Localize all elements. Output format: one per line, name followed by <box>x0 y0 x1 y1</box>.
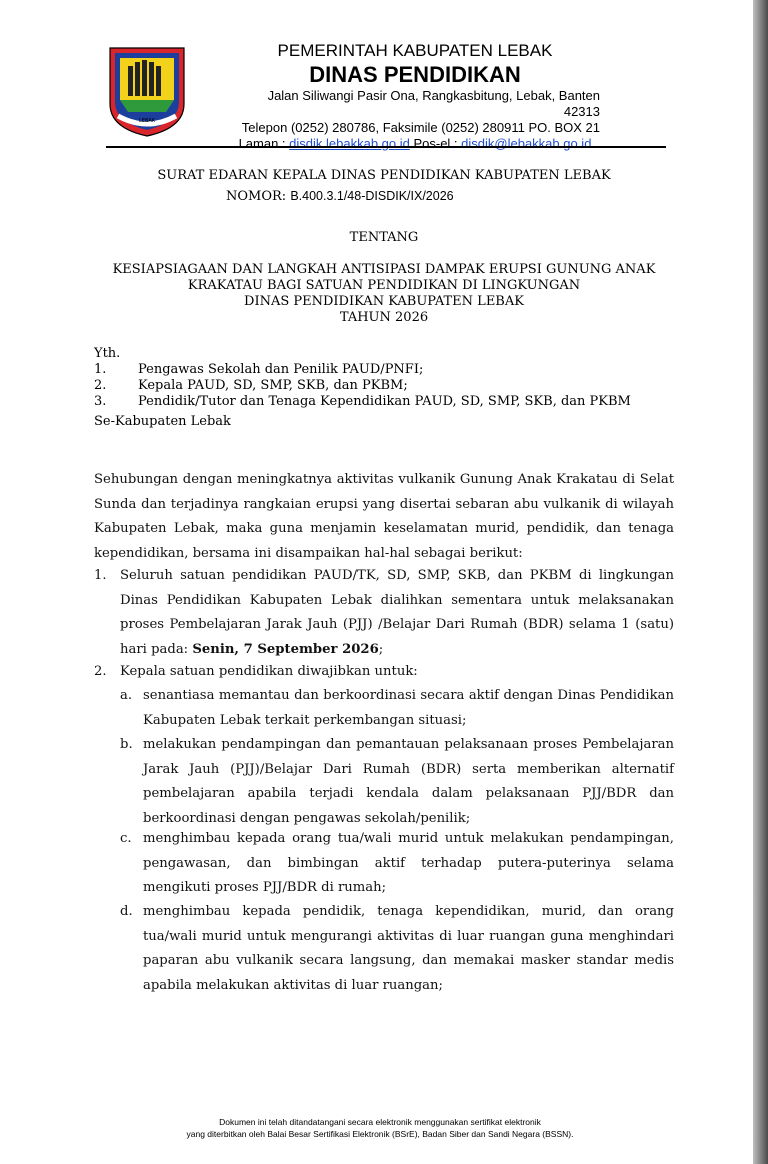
point-2-number: 2. <box>94 664 107 679</box>
point-1-text: Seluruh satuan pendidikan PAUD/TK, SD, SMP, SKB, dan PKBM di lingkungan Dinas Pendidikan Kabupaten Lebak dialihkan sementara untuk melaksanakan proses Pembelajaran Jarak Jauh (PJJ) /Belajar Dari Rumah (BDR) selama 1 (satu) hari pada: <box>120 568 674 657</box>
letterhead-divider <box>106 146 666 148</box>
letterhead-line1: PEMERINTAH KABUPATEN LEBAK <box>277 41 553 60</box>
recipient-item-3: Pendidik/Tutor dan Tenaga Kependidikan PAUD, SD, SMP, SKB, dan PKBM <box>138 394 631 409</box>
signature-footer <box>100 1116 660 1140</box>
recipient-num-3: 3. <box>94 394 107 409</box>
email-link[interactable]: disdik@lebakkab.go.id <box>461 136 592 151</box>
document-title: SURAT EDARAN KEPALA DINAS PENDIDIKAN KABUPATEN LEBAK <box>157 168 611 183</box>
letterhead-line2: DINAS PENDIDIKAN <box>309 62 521 87</box>
sub-c-letter: c. <box>120 831 132 846</box>
sub-d-letter: d. <box>120 904 133 919</box>
document-number <box>226 188 626 205</box>
recipient-num-1: 1. <box>94 362 107 377</box>
sub-b-letter: b. <box>120 737 133 752</box>
laman-label: Laman : <box>238 136 290 151</box>
sub-a-text: senantiasa memantau dan berkoordinasi secara aktif dengan Dinas Pendidikan Kabupaten Lebak terkait perkembangan situasi; <box>143 688 674 728</box>
subject-line4: TAHUN 2026 <box>339 310 429 325</box>
subject-line2: KRAKATAU BAGI SATUAN PENDIDIKAN DI LINGKUNGAN <box>187 278 581 293</box>
letterhead-contact <box>230 136 600 152</box>
recipient-item-1: Pengawas Sekolah dan Penilik PAUD/PNFI; <box>138 362 424 377</box>
point-1-date: Senin, 7 September 2026 <box>192 641 379 657</box>
sub-c-text: menghimbau kepada orang tua/wali murid untuk melakukan pendampingan, pengawasan, dan bimbingan aktif terhadap putera-puterinya selama mengikuti proses PJJ/BDR di rumah; <box>143 831 674 895</box>
letterhead <box>200 40 600 152</box>
page-edge-shadow <box>753 0 768 1164</box>
letterhead-address: Jalan Siliwangi Pasir Ona, Rangkasbitung, Lebak, Banten 42313 <box>267 88 600 119</box>
nomor-label: NOMOR: <box>226 189 291 204</box>
recipient-num-2: 2. <box>94 378 107 393</box>
point-1 <box>120 564 674 662</box>
subject-line1: KESIAPSIAGAAN DAN LANGKAH ANTISIPASI DAMPAK ERUPSI GUNUNG ANAK <box>112 262 656 277</box>
sub-b-text: melakukan pendampingan dan pemantauan pelaksanaan proses Pembelajaran Jarak Jauh (PJJ)/Belajar Dari Rumah (BDR) serta memberikan alternatif pembelajaran apabila terjadi kendala dalam pelaksanaan PJJ/BDR dan berkoordinasi dengan pengawas sekolah/penilik; <box>143 737 674 826</box>
posel-label: Pos-el : <box>409 136 462 151</box>
footer-line1: Dokumen ini telah ditandatangani secara elektronik menggunakan sertifikat elektronik <box>219 1117 541 1127</box>
logo-text: LEBAK <box>138 118 156 124</box>
website-link[interactable]: disdik.lebakkab.go.id <box>289 136 410 151</box>
nomor-value: B.400.3.1/48-DISDIK/IX/2026 <box>290 189 454 203</box>
sub-a-letter: a. <box>120 688 133 703</box>
letterhead-phone: Telepon (0252) 280786, Faksimile (0252) 280911 PO. BOX 21 <box>241 120 600 135</box>
point-2-text: Kepala satuan pendidikan diwajibkan untuk: <box>120 664 418 679</box>
intro-paragraph: Sehubungan dengan meningkatnya aktivitas vulkanik Gunung Anak Krakatau di Selat Sunda dan terjadinya rangkaian erupsi yang disertai sebaran abu vulkanik di wilayah Kabupaten Lebak, maka guna menjamin keselamatan murid, pendidik, dan tenaga kependidikan, bersama ini disampaikan hal-hal sebagai berikut: <box>94 472 674 561</box>
footer-line2: yang diterbitkan oleh Balai Besar Sertifikasi Elektronik (BSrE), Badan Siber dan Sandi Negara (BSSN). <box>186 1129 574 1139</box>
yth-label: Yth. <box>94 346 121 361</box>
sub-d-text: menghimbau kepada pendidik, tenaga kependidikan, murid, dan orang tua/wali murid untuk mengurangi aktivitas di luar ruangan guna menghindari paparan abu vulkanik secara langsung, dan memakai masker standar medis apabila melakukan aktivitas di luar ruangan; <box>143 904 674 993</box>
tentang-label: TENTANG <box>349 230 419 245</box>
recipient-closing: Se-Kabupaten Lebak <box>94 414 231 429</box>
subject-line3: DINAS PENDIDIKAN KABUPATEN LEBAK <box>244 294 524 309</box>
point-1-number: 1. <box>94 568 107 583</box>
point-1-end: ; <box>378 641 384 657</box>
lebak-logo <box>106 42 188 138</box>
recipient-item-2: Kepala PAUD, SD, SMP, SKB, dan PKBM; <box>138 378 408 393</box>
